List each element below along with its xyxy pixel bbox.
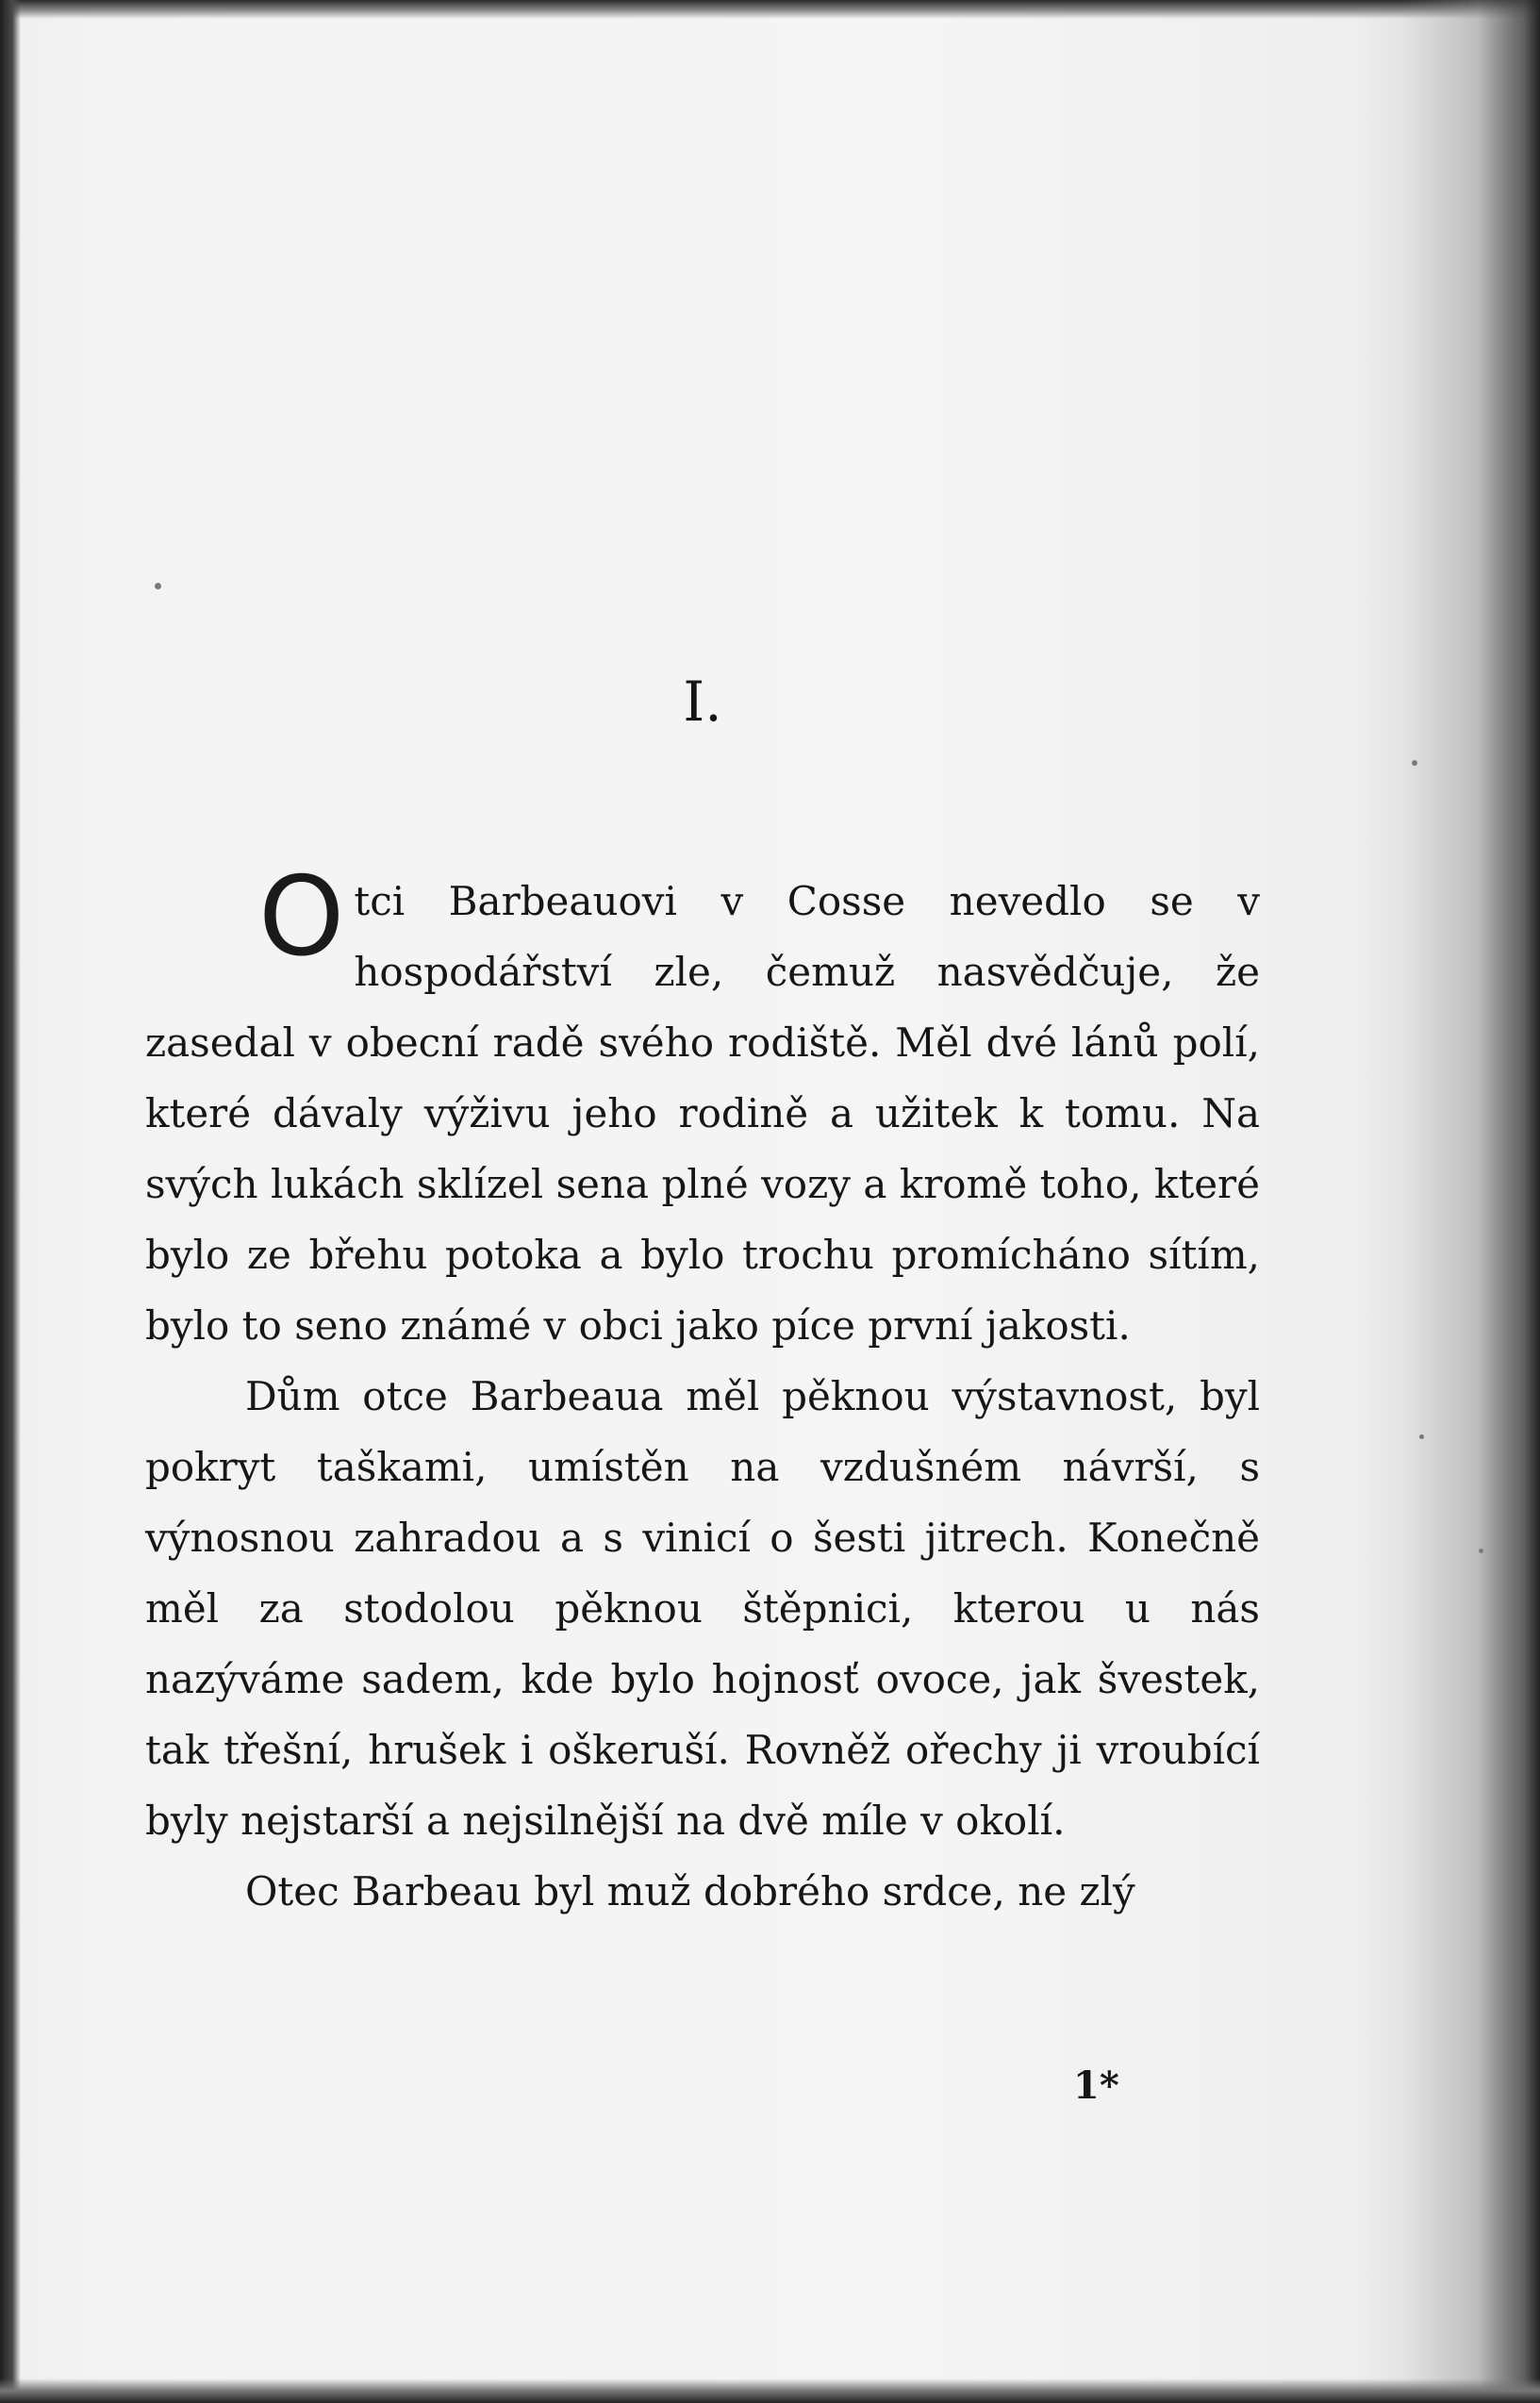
scan-shadow-bottom	[0, 2378, 1540, 2403]
paper-speck	[1412, 760, 1417, 766]
chapter-heading: I.	[683, 670, 722, 734]
paragraph-1-text: tci Barbeauovi v Cosse nevedlo se v hospodářství zle, čemuž nasvědčuje, že zasedal v obecní radě svého rodiště. Měl dvé lánů polí, které dávaly výživu jeho rodině a užitek k tomu. Na svých lukách sklízel sena plné vozy a kromě toho, které bylo ze břehu potoka a bylo trochu promícháno sítím, bylo to seno známé v obci jako píce první jakosti.	[145, 878, 1260, 1349]
paper-speck	[1479, 1549, 1483, 1553]
paper-speck	[155, 583, 161, 589]
body-text	[145, 853, 1260, 1927]
scan-shadow-right	[1403, 0, 1540, 2403]
paper-speck	[1419, 1434, 1424, 1439]
scan-shadow-left	[0, 0, 21, 2403]
paragraph-2: Dům otce Barbeaua měl pěknou výstavnost, byl pokryt taškami, umístěn na vzdušném návrší, s výnosnou zahradou a s vinicí o šesti jitrech. Konečně měl za stodolou pěknou štěpnici, kterou u nás nazýváme sadem, kde bylo hojnosť ovoce, jak švestek, tak třešní, hrušek i oškeruší. Rovněž ořechy ji vroubící byly nejstarší a nejsilnější na dvě míle v okolí.	[145, 1373, 1260, 1844]
signature-mark: 1*	[1073, 2063, 1119, 2108]
paragraph-3: Otec Barbeau byl muž dobrého srdce, ne zlý	[245, 1868, 1135, 1914]
paragraph-1	[145, 853, 1260, 1361]
drop-cap-letter: O	[258, 853, 345, 981]
scan-shadow-top	[0, 0, 1540, 19]
